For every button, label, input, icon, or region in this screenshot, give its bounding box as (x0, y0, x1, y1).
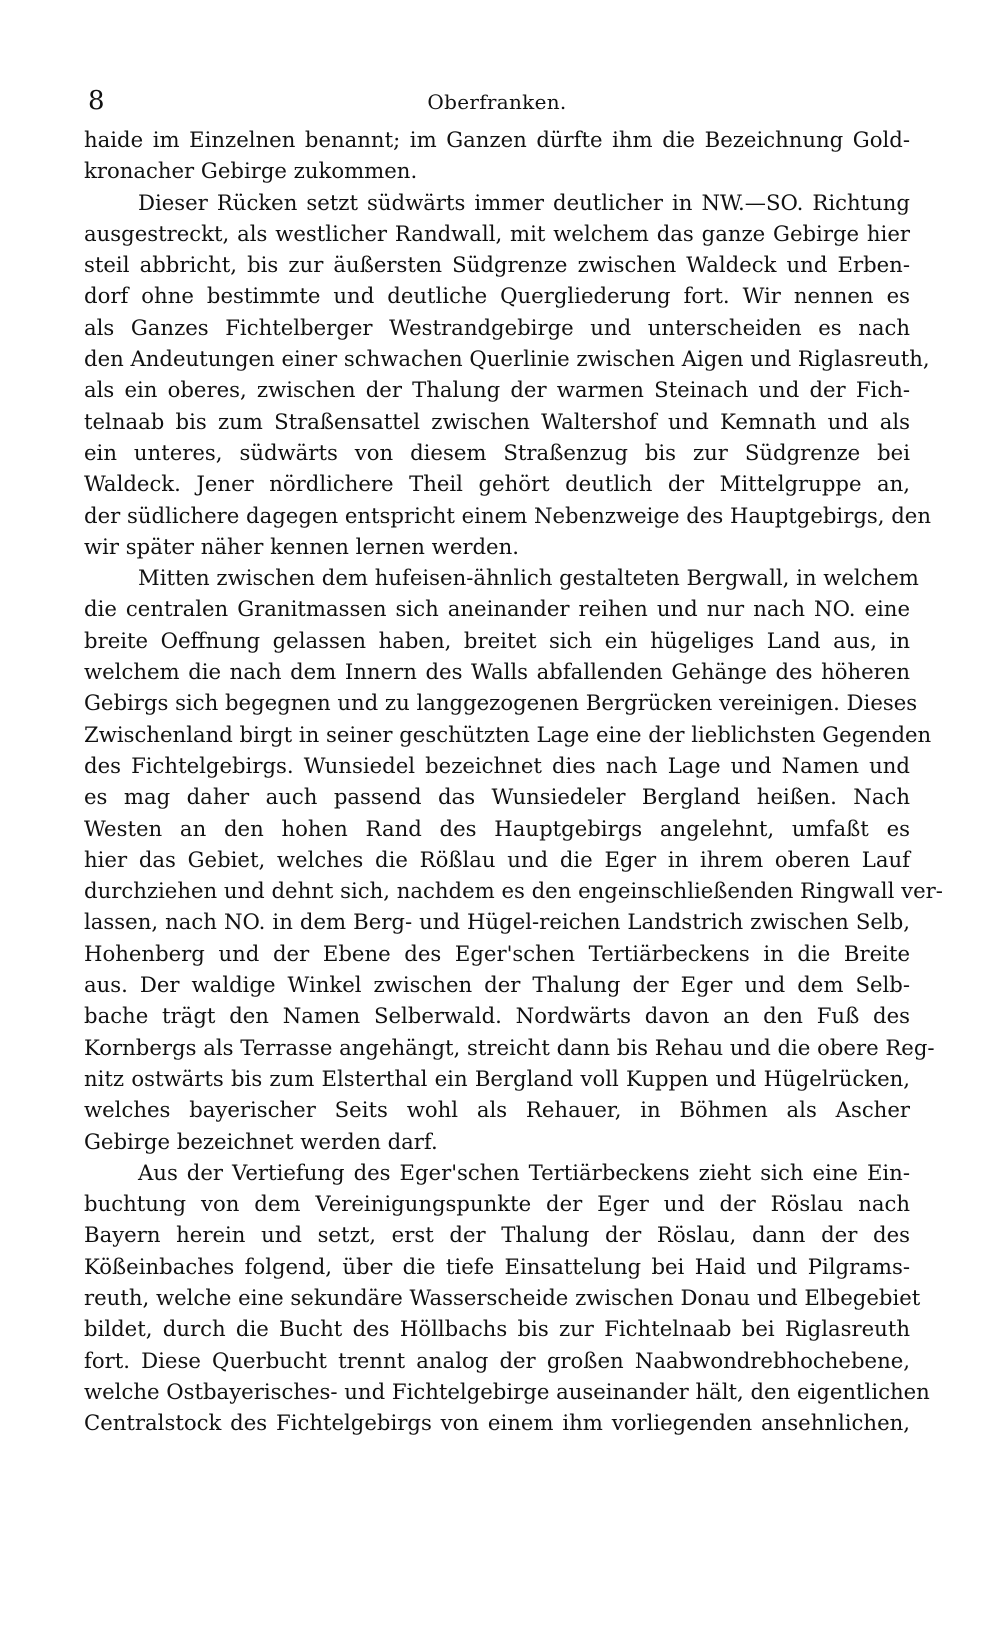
paragraph-1 (84, 124, 910, 187)
body-text (84, 124, 943, 1438)
text-line: Westen an den hohen Rand des Hauptgebirgs angelehnt, umfaßt es (84, 815, 910, 841)
text-line: bache trägt den Namen Selberwald. Nordwärts davon an den Fuß des (84, 1003, 910, 1029)
text-line: Gebirgs sich begegnen und zu langgezogenen Bergrücken vereinigen. Dieses (84, 690, 918, 716)
text-line: buchtung von dem Vereinigungspunkte der Eger und der Röslau nach (84, 1191, 910, 1217)
text-line: Bayern herein und setzt, erst der Thalung der Röslau, dann der des (84, 1222, 910, 1248)
text-line: des Fichtelgebirgs. Wunsiedel bezeichnet dies nach Lage und Namen und (84, 752, 910, 778)
paragraph-4 (84, 1157, 930, 1439)
paragraph-2 (84, 187, 931, 563)
text-line: steil abbricht, bis zur äußersten Südgrenze zwischen Waldeck und Erben- (84, 252, 910, 278)
text-line: ausgestreckt, als westlicher Randwall, mit welchem das ganze Gebirge hier (84, 220, 910, 246)
text-line: kronacher Gebirge zukommen. (84, 158, 418, 184)
book-page (84, 84, 943, 1438)
text-line: die centralen Granitmassen sich aneinander reihen und nur nach NO. eine (84, 596, 910, 622)
text-line: wir später näher kennen lernen werden. (84, 533, 519, 559)
text-line: Zwischenland birgt in seiner geschützten Lage eine der lieblichsten Gegenden (84, 721, 932, 747)
text-line: welche Ostbayerisches- und Fichtelgebirge auseinander hält, den eigentlichen (84, 1378, 930, 1404)
paragraph-3 (84, 562, 943, 1157)
running-head: Oberfranken. (427, 90, 567, 114)
text-line: nitz ostwärts bis zum Elsterthal ein Bergland voll Kuppen und Hügelrücken, (84, 1065, 910, 1091)
text-line: Centralstock des Fichtelgebirgs von einem ihm vorliegenden ansehnlichen, (84, 1410, 910, 1436)
text-line: Aus der Vertiefung des Eger'schen Tertiärbeckens zieht sich eine Ein- (138, 1159, 910, 1185)
page-number: 8 (88, 86, 105, 116)
text-line: breite Oeffnung gelassen haben, breitet sich ein hügeliges Land aus, in (84, 627, 910, 653)
text-line: hier das Gebiet, welches die Rößlau und die Eger in ihrem oberen Lauf (84, 846, 910, 872)
text-line: welchem die nach dem Innern des Walls abfallenden Gehänge des höheren (84, 659, 910, 685)
text-line: Kößeinbaches folgend, über die tiefe Einsattelung bei Haid und Pilgrams- (84, 1253, 910, 1279)
text-line: als Ganzes Fichtelberger Westrandgebirge und unterscheiden es nach (84, 314, 910, 340)
text-line: haide im Einzelnen benannt; im Ganzen dürfte ihm die Bezeichnung Gold- (84, 127, 910, 152)
text-line: es mag daher auch passend das Wunsiedeler Bergland heißen. Nach (84, 784, 910, 810)
text-line: telnaab bis zum Straßensattel zwischen Waltershof und Kemnath und als (84, 408, 910, 434)
text-line: Gebirge bezeichnet werden darf. (84, 1128, 438, 1154)
text-line: als ein oberes, zwischen der Thalung der warmen Steinach und der Fich- (84, 377, 910, 403)
text-line: dorf ohne bestimmte und deutliche Quergliederung fort. Wir nennen es (84, 283, 910, 309)
text-line: reuth, welche eine sekundäre Wasserscheide zwischen Donau und Elbegebiet (84, 1284, 921, 1310)
text-line: lassen, nach NO. in dem Berg- und Hügel-reichen Landstrich zwischen Selb, (84, 909, 910, 935)
text-line: Hohenberg und der Ebene des Eger'schen Tertiärbeckens in die Breite (84, 940, 910, 966)
text-line: bildet, durch die Bucht des Höllbachs bis zur Fichtelnaab bei Riglasreuth (84, 1316, 910, 1342)
text-line: Kornbergs als Terrasse angehängt, streicht dann bis Rehau und die obere Reg- (84, 1034, 935, 1060)
text-line: der südlichere dagegen entspricht einem Nebenzweige des Hauptgebirgs, den (84, 502, 931, 528)
page-header (84, 84, 910, 124)
text-line: Mitten zwischen dem hufeisen-ähnlich gestalteten Bergwall, in welchem (138, 565, 919, 591)
text-line: fort. Diese Querbucht trennt analog der großen Naabwondrebhochebene, (84, 1347, 910, 1373)
text-line: den Andeutungen einer schwachen Querlinie zwischen Aigen und Riglasreuth, (84, 346, 930, 372)
text-line: ein unteres, südwärts von diesem Straßenzug bis zur Südgrenze bei (84, 439, 910, 465)
text-line: welches bayerischer Seits wohl als Rehauer, in Böhmen als Ascher (84, 1097, 910, 1123)
text-line: Waldeck. Jener nördlichere Theil gehört deutlich der Mittelgruppe an, (84, 471, 910, 497)
text-line: durchziehen und dehnt sich, nachdem es den engeinschließenden Ringwall ver- (84, 878, 943, 904)
text-line: aus. Der waldige Winkel zwischen der Thalung der Eger und dem Selb- (84, 972, 910, 998)
text-line: Dieser Rücken setzt südwärts immer deutlicher in NW.—SO. Richtung (138, 189, 910, 215)
